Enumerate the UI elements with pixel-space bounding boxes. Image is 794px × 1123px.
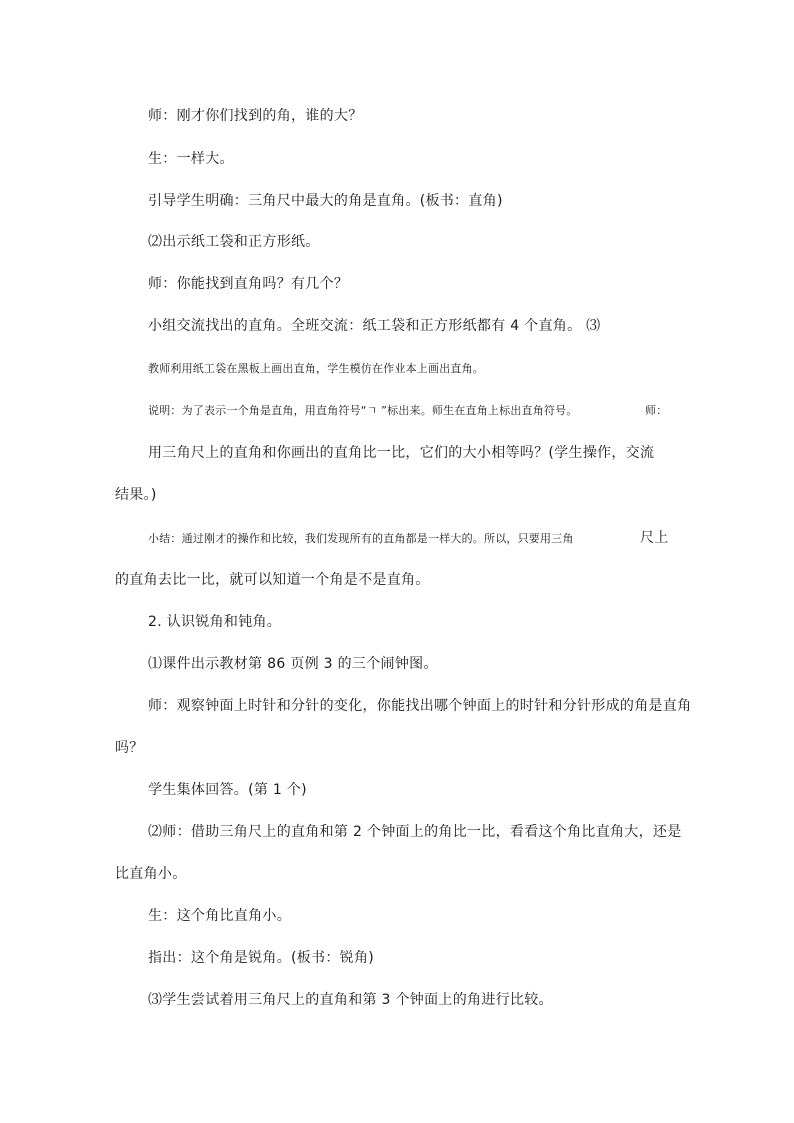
- text-line: 的直角去比一比，就可以知道一个角是不是直角。: [115, 572, 430, 588]
- text-line: 用三角尺上的直角和你画出的直角比一比，它们的大小相等吗？(学生操作，交流: [148, 445, 655, 461]
- text-line: 说明：为了表示一个角是直角，用直角符号“ㄱ ”标出来。师生在直角上标出直角符号。: [148, 404, 578, 417]
- text-line: 师：刚才你们找到的角，谁的大？: [148, 108, 363, 124]
- text-line: 师：你能找到直角吗？有几个？: [148, 276, 349, 292]
- text-line: 教师利用纸工袋在黑板上画出直角，学生模仿在作业本上画出直角。: [148, 362, 484, 375]
- text-line: 2. 认识锐角和钝角。: [148, 614, 282, 630]
- text-line: 师：: [645, 404, 668, 417]
- text-line: 小结：通过刚才的操作和比较，我们发现所有的直角都是一样大的。所以，只要用三角: [148, 532, 574, 545]
- text-line: 尺上: [640, 530, 669, 546]
- text-line: ⑵师：借助三角尺上的直角和第 2 个钟面上的角比一比，看看这个角比直角大，还是: [148, 824, 682, 840]
- text-line: 比直角小。: [115, 866, 187, 882]
- text-line: 学生集体回答。(第 1 个): [148, 782, 307, 798]
- text-line: 师：观察钟面上时针和分针的变化，你能找出哪个钟面上的时针和分针形成的角是直角: [148, 698, 692, 714]
- text-line: ⑵出示纸工袋和正方形纸。: [148, 234, 320, 250]
- text-line: 小组交流找出的直角。全班交流：纸工袋和正方形纸都有 4 个直角。 ⑶: [148, 318, 601, 334]
- text-line: 指出：这个角是锐角。(板书：锐角): [148, 950, 375, 966]
- text-line: 生：这个角比直角小。: [148, 908, 291, 924]
- text-line: 引导学生明确：三角尺中最大的角是直角。(板书：直角): [148, 193, 503, 209]
- text-line: ⑶学生尝试着用三角尺上的直角和第 3 个钟面上的角进行比较。: [148, 992, 553, 1008]
- text-line: ⑴课件出示教材第 86 页例 3 的三个闹钟图。: [148, 656, 438, 672]
- text-line: 吗？: [115, 740, 144, 756]
- text-line: 结果。): [115, 487, 157, 503]
- text-line: 生：一样大。: [148, 151, 234, 167]
